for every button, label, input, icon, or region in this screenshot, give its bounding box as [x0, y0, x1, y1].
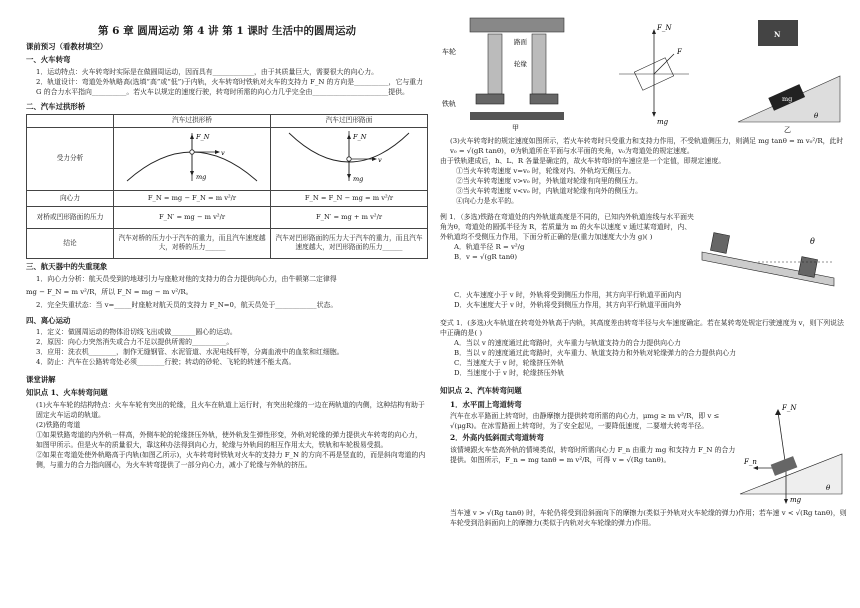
concave-v-label: v: [378, 156, 382, 165]
row-label-pressure: 对桥或凹形路面的压力: [27, 206, 114, 228]
r-list-2: ②当火车转弯速度 v>v₀ 时，外轨道对轮缘有向里的侧压力。: [456, 177, 643, 185]
r-para-4: 由于铁轨建成后，h、L、R 各量是确定的，故火车转弯时的车速应是一个定值，即规定速度。: [440, 157, 726, 165]
ex1-option-a: A．轨道半径 R = v²/g: [454, 243, 525, 251]
formula-concave-pressure: F_N′ = mg + m v²/r: [271, 206, 428, 228]
k2-sub-1: 1．水平面上弯道转弯: [450, 399, 522, 409]
car-force-diagram: [736, 398, 846, 504]
concave-road-diagram: [271, 128, 428, 191]
concave-fn-label: F_N: [353, 133, 367, 142]
v1-option-c: C．当速度大于 v 时，轮缘挤压外轨: [454, 359, 565, 367]
rail-theta-label: θ: [810, 237, 815, 246]
r-para-3: (3)火车转弯时的规定速度如图所示，若火车转弯时只受重力和支持力作用，不受轨道侧压力，则满足 mg tanθ = m v₀²/R，此时 v₀ = √(gR tanθ)，θ为轨道所在平面与水平面的夹角，v₀为弯道处的规定速度。: [450, 137, 844, 155]
s4-para-4: 4．防止：汽车在公路转弯处必须________行驶；转动的砂轮、飞轮的转速不能太高。: [36, 358, 296, 367]
theta-label: θ: [814, 112, 819, 120]
ex1-option-b: B．v = √(gR tanθ): [454, 253, 518, 261]
rail-diagram: [698, 212, 838, 290]
v1-option-b: B．当以 v 的速度通过此弯路时，火车重力、轨道支持力和外轨对轮缘弹力的合力提供向心力: [454, 349, 737, 357]
car-section: [440, 398, 848, 504]
formula-concave-centripetal: F_N = F_N − mg = m v²/r: [271, 190, 428, 206]
s3-formula: mg − F_N = m v²/R，所以 F_N = mg − m v²/R。: [26, 287, 193, 296]
r-list-1: ①当火车转弯速度 v=v₀ 时，轮缘对内、外轨均无侧压力。: [456, 167, 636, 175]
wheel-label: 车轮: [442, 48, 456, 56]
left-column: [26, 0, 428, 470]
s4-para-2: 2．原因：向心力突然消失或合力不足以提供所需的__________。: [36, 338, 234, 347]
figure-yi: [728, 14, 848, 134]
s1-para-1: 1．运动特点：火车转弯时实际是在做圆周运动，因而具有____________，由于其质量巨大，需要很大的向心力。: [36, 67, 379, 76]
preview-heading: 课前预习（看教材填空）: [26, 42, 108, 52]
bridge-table: [26, 114, 428, 258]
jia-label: 甲: [512, 124, 519, 132]
col-header-concave: 汽车过凹形路面: [271, 115, 428, 128]
flange-label: 轮缘: [514, 60, 527, 68]
s3-para-2: 2．完全失重状态：当 v=_____时座舱对航天员的支持力 F_N=0，航天员处于____________状态。: [36, 300, 338, 309]
conclusion-arch: 汽车对桥的压力小于汽车的重力，而且汽车速度越大，对桥的压力______: [114, 228, 271, 258]
lecture-heading: 课堂讲解: [26, 375, 56, 385]
figure-force: [599, 14, 719, 134]
row-label-force: 受力分析: [27, 128, 114, 191]
concave-mg-label: mg: [353, 175, 364, 184]
row-label-conclusion: 结论: [27, 228, 114, 258]
ex1-option-c: C．火车速度小于 v 时，外轨将受到侧压力作用，其方向平行轨道平面向内: [454, 291, 682, 299]
section-2-heading: 二、汽车过拱形桥: [26, 101, 86, 111]
s4-para-3: 3．应用：洗衣机________，制作无缝钢管、水泥管道、水泥电线杆等，分离血液中的血浆和红细胞。: [36, 348, 344, 357]
k2-para-2: 该情境跟火车垫高外轨的情境类似，转弯时所需向心力 F_n 由重力 mg 和支持力 F_N 的合力提供。如图所示，F_n = mg tanθ = m v²/R，可得 v = √(Rg tanθ)。: [450, 446, 736, 465]
lecture-para-4: ②如果在弯道处使外轨略高于内轨(如图乙所示)，火车转弯时铁轨对火车的支持力 F_N 的方向不再是竖直的，而是斜向弯道的内侧，与重力的合力指向圆心，为火车转弯提供了一部分向心力，减小了轮缘与外轨的挤压。: [36, 450, 426, 469]
yi-mg-label: mg: [782, 95, 793, 103]
section-4-heading: 四、离心运动: [26, 315, 71, 325]
car-fn-label: F_N: [782, 403, 797, 412]
car-mg-label: mg: [790, 495, 802, 504]
variant-1-stem: 变式 1．(多选)火车轨道在转弯处外轨高于内轨，其高度差由转弯半径与火车速度确定。若在某转弯处规定行驶速度为 v，则下列说法中正确的是( ): [440, 319, 844, 337]
s4-para-1: 1．定义：做圆周运动的物体沿切线飞出或做_______圆心的运动。: [36, 328, 237, 337]
v1-option-a: A．当以 v 的速度通过此弯路时，火车重力与轨道支持力的合力提供向心力: [454, 339, 681, 347]
s3-para-1: 1．向心力分析：航天员受到的地球引力与座舱对他的支持力的合力提供向心力，由牛顿第二定律得: [36, 274, 337, 283]
k2-para-3: 当车速 v > √(Rg tanθ) 时，车轮仍将受到沿斜面向下的摩擦力(类似于外轨对火车轮缘的弹力)作用；若车速 v < √(Rg tanθ)，则车轮受到沿斜面向上的摩擦力(类似于内轨对火车轮缘的弹力)作用。: [450, 508, 847, 527]
page-title: 第 6 章 圆周运动 第 4 讲 第 1 课时 生活中的圆周运动: [98, 25, 356, 37]
s1-para-2: 2．轨道设计：弯道处外轨略高(选填“高”或“低”)于内轨，火车转弯时铁轨对火车的支持力 F_N 的方向是__________，它与重力 G 的合力水平指向__________。若火车以规定的速度行驶，转弯时所需的向心力几乎完全由______________________提供。: [36, 77, 424, 96]
r-list-3: ③当火车转弯速度 v<v₀ 时，内轨道对轮缘有向外的侧压力。: [456, 187, 643, 195]
arch-bridge-diagram: [114, 128, 271, 191]
ex1-option-d: D．火车速度大于 v 时，外轨将受到侧压力作用，其方向平行轨道平面向外: [454, 301, 682, 309]
v1-option-d: D．当速度小于 v 时，轮缘挤压外轨: [454, 369, 565, 377]
lecture-para-2: (2)铁路的弯道: [36, 420, 81, 429]
lecture-para-1: (1)火车车轮的结构特点：火车车轮有突出的轮缘，且火车在轨道上运行时，有突出轮缘的一边在两轨道的内侧，这种结构有助于固定火车运动的轨道。: [36, 400, 425, 419]
k2-para-1: 汽车在水平路面上转弯时，由静摩擦力提供转弯所需的向心力，μmg ≥ m v²/R，即 v ≤ √(μgR)。在冰雪路面上转弯时，为了安全起见，一要降低速度，二要增大转弯半径。: [450, 412, 720, 431]
fn-label: F_N: [657, 24, 672, 32]
arch-v-label: v: [221, 149, 225, 158]
knowledge-2-heading: 知识点 2、汽车转弯问题: [440, 386, 522, 395]
lecture-para-3: ①如果铁路弯道的内外轨一样高，外侧车轮的轮缘挤压外轨，使外轨发生弹性形变，外轨对轮缘的弹力提供火车转弯的向心力，如图甲所示。但是火车的质量很大，靠这种办法得到向心力，轮缘与外轨间的相互作用太大，铁轨和车轮极易受损。: [36, 430, 422, 449]
yi-label: 乙: [784, 126, 791, 134]
car-theta-label: θ: [826, 483, 831, 492]
arch-fn-label: F_N: [196, 133, 210, 142]
formula-arch-pressure: F_N′ = mg − m v²/r: [114, 206, 271, 228]
conclusion-concave: 汽车对凹形路面的压力大于汽车的重力，而且汽车速度越大，对凹形路面的压力______: [271, 228, 428, 258]
row-label-centripetal: 向心力: [27, 190, 114, 206]
right-column: [440, 0, 848, 528]
n-label: N: [774, 30, 781, 39]
road-label: 路面: [514, 38, 527, 46]
col-header-arch: 汽车过拱形桥: [114, 115, 271, 128]
knowledge-1-heading: 知识点 1、火车转弯问题: [26, 388, 108, 398]
figure-jia: [440, 14, 590, 134]
formula-arch-centripetal: F_N = mg − F_N = m v²/r: [114, 190, 271, 206]
k2-sub-2: 2．外高内低斜面式弯道转弯: [450, 433, 544, 443]
r-list-4: ④向心力是水平的。: [456, 197, 519, 205]
mg-label: mg: [657, 118, 669, 126]
f-label: F: [677, 48, 682, 56]
rail-label: 铁轨: [442, 100, 456, 108]
example-1: [440, 212, 848, 290]
arch-mg-label: mg: [196, 173, 207, 182]
section-3-heading: 三、航天器中的失重现象: [26, 261, 108, 271]
section-1-heading: 一、火车转弯: [26, 54, 71, 64]
car-fn2-label: F_n: [744, 457, 757, 466]
example-1-stem: 例 1．（多选)铁路在弯道处的内外轨道高度是不同的，已知内外轨道连线与水平面夹角为θ，弯道处的圆弧半径为 R，若质量为 m 的火车以速度 v 通过某弯道时，内、外轨道均不受侧压力作用，下面分析正确的是(重力加速度大小为 g)( ): [440, 213, 694, 241]
train-figures: [440, 10, 848, 134]
